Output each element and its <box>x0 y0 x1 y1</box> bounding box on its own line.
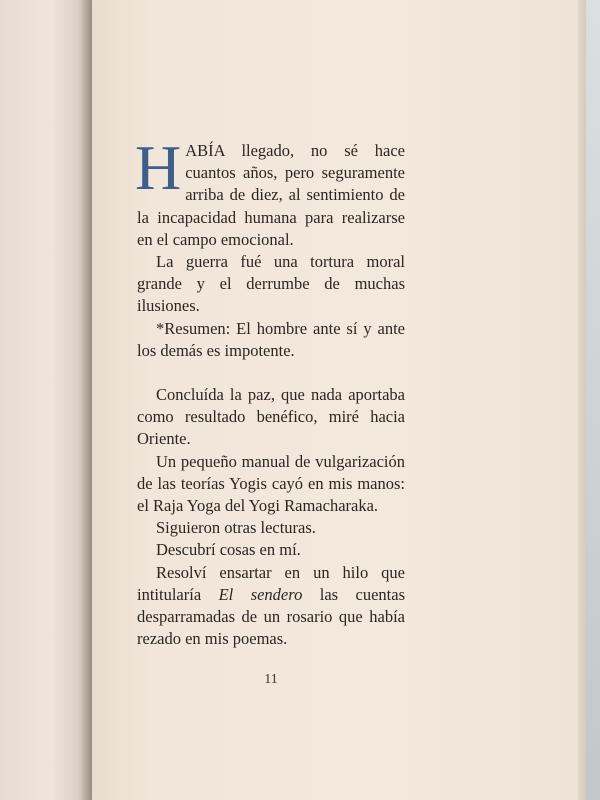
paragraph-8-start: Resolví ensartar en un hilo que intitularía <box>137 562 405 604</box>
paragraph-6: Siguieron otras lecturas. <box>156 518 316 538</box>
paragraph-1-text: ABÍA llegado, no sé hace cuantos años, pero seguramente arriba de diez, al sentimiento de la incapacidad humana para realizarse en el campo emocional. <box>137 141 405 249</box>
paragraph-1 <box>135 132 405 251</box>
body-text <box>135 132 405 650</box>
drop-cap-letter: H <box>135 132 182 203</box>
section-gap <box>137 362 405 384</box>
paragraph-2: La guerra fué una tortura moral grande y el derrumbe de muchas ilusiones. <box>137 252 405 316</box>
paragraph-3: *Resumen: El hombre ante sí y ante los demás es impotente. <box>137 318 405 360</box>
book-title-italic: El sendero <box>218 584 303 604</box>
paragraph-8 <box>137 562 405 651</box>
paragraph-5: Un pequeño manual de vulgarización de las teorías Yogis cayó en mis manos: el Raja Yoga del Yogi Ramacharaka. <box>137 451 405 516</box>
paragraph-7: Descubrí cosas en mí. <box>156 540 301 560</box>
paragraph-8-end: las cuentas desparramadas de un rosario que había rezado en mis poemas. <box>137 584 405 649</box>
paragraph-4: Concluída la paz, que nada aportaba como resultado benéfico, miré hacia Oriente. <box>137 385 405 449</box>
page-number: 11 <box>264 672 278 687</box>
page-edge <box>578 0 586 800</box>
